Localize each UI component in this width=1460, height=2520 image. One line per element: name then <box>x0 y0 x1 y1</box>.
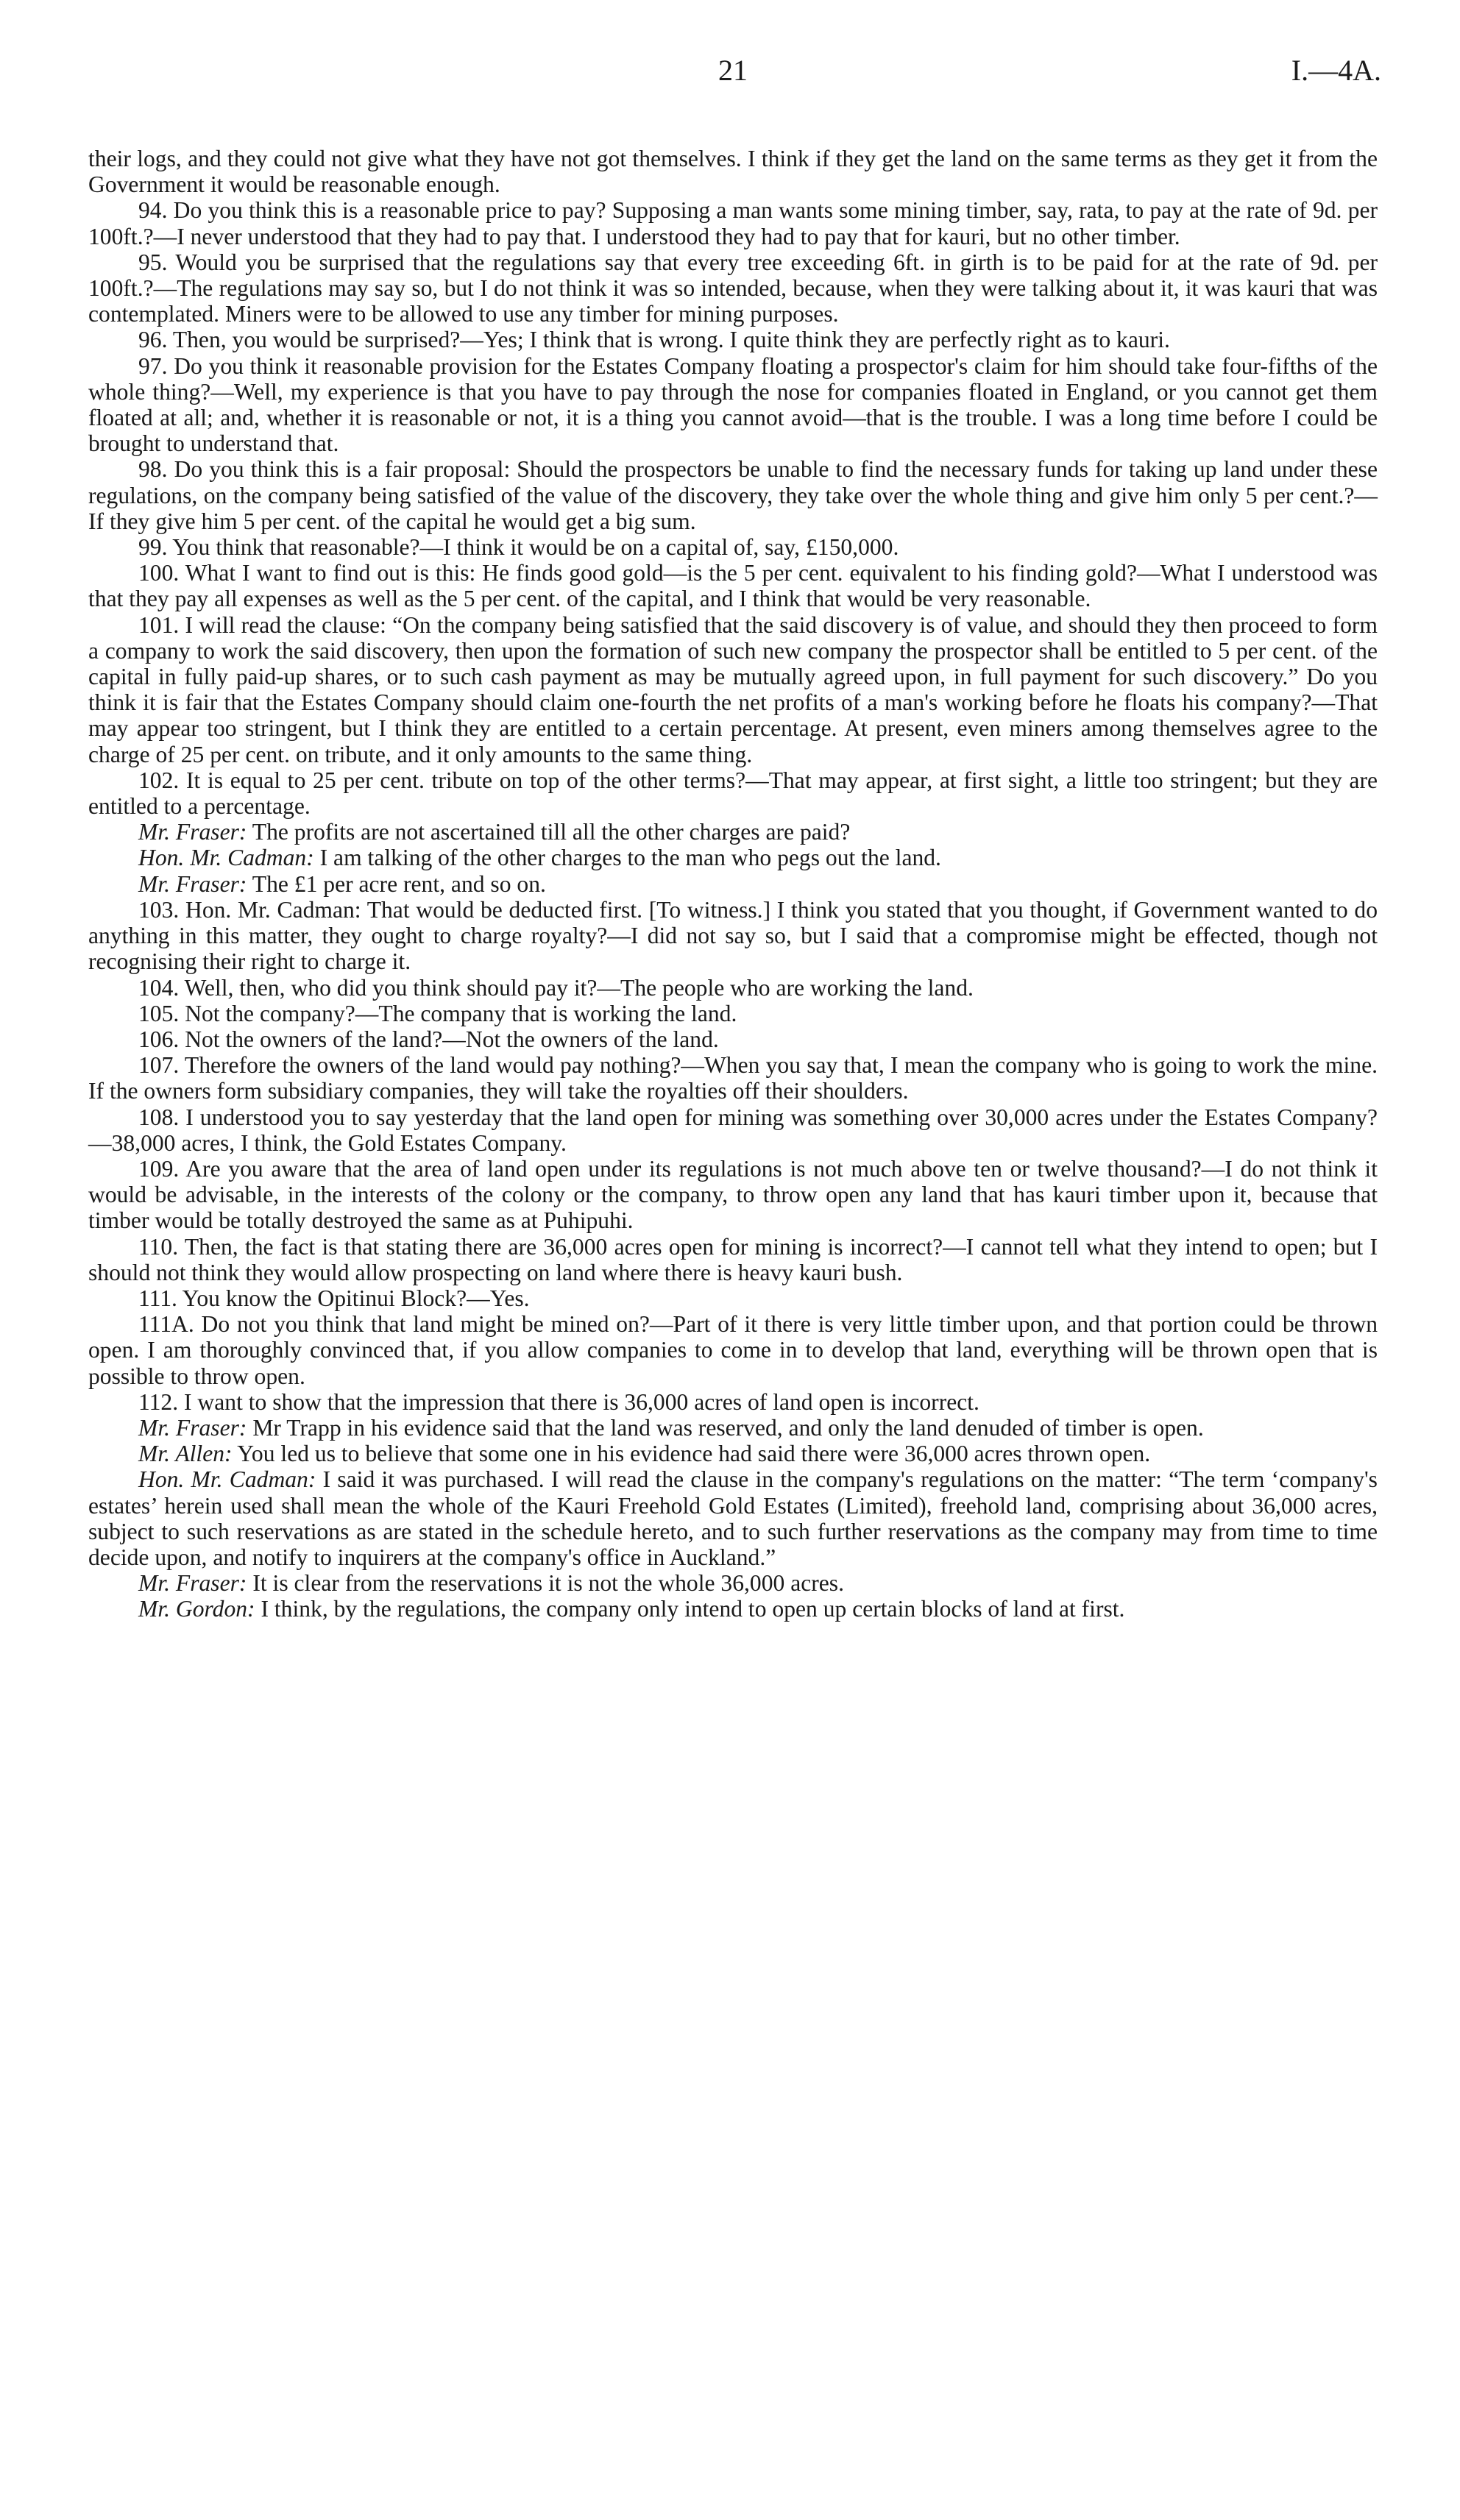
paragraph <box>88 975 1378 1001</box>
paragraph-text: 99. You think that reasonable?—I think it would be on a capital of, say, £150,000. <box>138 534 899 561</box>
speaker-name: Hon. Mr. Cadman: <box>138 845 314 871</box>
speaker-name: Mr. Fraser: <box>138 870 247 897</box>
evidence-text <box>88 146 1378 1622</box>
paragraph <box>88 1001 1378 1026</box>
paragraph <box>88 1234 1378 1285</box>
paragraph-text: 103. Hon. Mr. Cadman: That would be deducted first. [To witness.] I think you stated that you thought, if Government wanted to do anything in this matter, they ought to charge royalty?—I did not say so, but I said that a compromise might be effected, though not recognising their right to charge it. <box>88 896 1378 975</box>
paragraph <box>88 534 1378 560</box>
paragraph-text: 107. Therefore the owners of the land would pay nothing?—When you say that, I mean the company who is going to work the mine. If the owners form subsidiary companies, they will take the royalties off their shoulders. <box>88 1052 1378 1104</box>
paragraph-text: 109. Are you aware that the area of land open under its regulations is not much above ten or twelve thousand?—I do not think it would be advisable, in the interests of the colony or the company, to throw open any land that has kauri timber upon it, because that timber would be totally destroyed the same as at Puhipuhi. <box>88 1155 1378 1234</box>
speaker-name: Mr. Fraser: <box>138 1570 247 1597</box>
paragraph <box>88 1026 1378 1052</box>
paragraph <box>88 845 1378 870</box>
paragraph <box>88 767 1378 819</box>
paragraph-text: 108. I understood you to say yesterday that the land open for mining was something over 30,000 acres under the Estates Company?—38,000 acres, I think, the Gold Estates Company. <box>88 1104 1378 1156</box>
paragraph <box>88 1389 1378 1415</box>
paragraph <box>88 1441 1378 1466</box>
paragraph-text: 94. Do you think this is a reasonable price to pay? Supposing a man wants some mining timber, say, rata, to pay at the rate of 9d. per 100ft.?—I never understood that they had to pay that. I understood they had to pay that for kauri, but no other timber. <box>88 197 1378 249</box>
paragraph <box>88 871 1378 897</box>
paragraph <box>88 560 1378 611</box>
paragraph-text: 111. You know the Opitinui Block?—Yes. <box>138 1285 530 1311</box>
paragraph-text: their logs, and they could not give what they have not got themselves. I think if they get the land on the same terms as they get it from the Government it would be reasonable enough. <box>88 146 1378 198</box>
paragraph <box>88 1466 1378 1570</box>
paragraph-text: 104. Well, then, who did you think should pay it?—The people who are working the land. <box>138 974 974 1001</box>
speaker-name: Mr. Allen: <box>138 1441 233 1467</box>
paragraph-text: Mr Trapp in his evidence said that the land was reserved, and only the land denuded of timber is open. <box>252 1414 1204 1441</box>
paragraph <box>88 1104 1378 1156</box>
document-page <box>88 53 1381 1622</box>
paragraph-text: 105. Not the company?—The company that is working the land. <box>138 1000 737 1026</box>
speaker-name: Hon. Mr. Cadman: <box>138 1466 316 1493</box>
paragraph <box>88 1570 1378 1596</box>
paragraph-text: 95. Would you be surprised that the regulations say that every tree exceeding 6ft. in girth is to be paid for at the rate of 9d. per 100ft.?—The regulations may say so, but I do not think it was so intended, because, when they were talking about it, it was kauri that was contemplated. Miners were to be allowed to use any timber for mining purposes. <box>88 249 1378 327</box>
paragraph <box>88 819 1378 845</box>
paragraph-text: 101. I will read the clause: “On the company being satisfied that the said discovery is of value, and should they then proceed to form a company to work the said discovery, then upon the formation of such new company the prospector shall be entitled to 5 per cent. of the capital in fully paid-up shares, or to such cash payment as may be mutually agreed upon, in full payment for such discovery.” Do you think it is fair that the Estates Company should claim one-fourth the net profits of a man's working before he floats his company?—That may appear too stringent, but I think they are entitled to a certain percentage. At present, even miners among themselves agree to the charge of 25 per cent. on tribute, and it only amounts to the same thing. <box>88 611 1378 767</box>
paper-reference: I.—4A. <box>1291 54 1381 87</box>
speaker-name: Mr. Fraser: <box>138 1414 247 1441</box>
paragraph <box>88 456 1378 534</box>
paragraph-text: 100. What I want to find out is this: He finds good gold—is the 5 per cent. equivalent to his finding gold?—What I understood was that they pay all expenses as well as the 5 per cent. of the capital, and I think that would be very reasonable. <box>88 560 1378 612</box>
paragraph <box>88 249 1378 327</box>
paragraph <box>88 146 1378 197</box>
paragraph-text: 96. Then, you would be surprised?—Yes; I think that is wrong. I quite think they are perfectly right as to kauri. <box>138 327 1170 353</box>
paragraph-text: I think, by the regulations, the company only intend to open up certain blocks of land at first. <box>261 1596 1125 1622</box>
paragraph <box>88 1311 1378 1389</box>
paragraph <box>88 1415 1378 1441</box>
paragraph <box>88 897 1378 975</box>
paragraph <box>88 1156 1378 1234</box>
speaker-name: Mr. Fraser: <box>138 819 247 845</box>
page-number: 21 <box>718 54 748 87</box>
paragraph <box>88 353 1378 457</box>
paragraph-text: 106. Not the owners of the land?—Not the owners of the land. <box>138 1026 719 1052</box>
paragraph <box>88 197 1378 249</box>
paragraph-text: It is clear from the reservations it is not the whole 36,000 acres. <box>252 1570 844 1597</box>
paragraph <box>88 327 1378 352</box>
paragraph <box>88 1052 1378 1104</box>
paragraph-text: You led us to believe that some one in his evidence had said there were 36,000 acres thrown open. <box>237 1441 1151 1467</box>
paragraph-text: I am talking of the other charges to the man who pegs out the land. <box>319 845 941 871</box>
speaker-name: Mr. Gordon: <box>138 1596 255 1622</box>
paragraph-text: The profits are not ascertained till all the other charges are paid? <box>252 819 851 845</box>
page-header <box>88 53 1381 104</box>
paragraph-text: 97. Do you think it reasonable provision for the Estates Company floating a prospector's claim for him should take four-fifths of the whole thing?—Well, my experience is that you have to pay through the nose for companies floated in England, or you cannot get them floated at all; and, whether it is reasonable or not, it is a thing you cannot avoid—that is the trouble. I was a long time before I could be brought to understand that. <box>88 352 1378 457</box>
paragraph-text: I said it was purchased. I will read the clause in the company's regulations on the matter: “The term ‘company's estates’ herein used shall mean the whole of the Kauri Freehold Gold Estates (Limited), freehold land, comprising about 36,000 acres, subject to such reservations as are stated in the schedule hereto, and to such further reservations as the company may from time to time decide upon, and notify to inquirers at the company's office in Auckland.” <box>88 1466 1378 1570</box>
paragraph-text: The £1 per acre rent, and so on. <box>252 870 546 897</box>
paragraph-text: 102. It is equal to 25 per cent. tribute on top of the other terms?—That may appear, at first sight, a little too stringent; but they are entitled to a percentage. <box>88 767 1378 820</box>
paragraph <box>88 1285 1378 1311</box>
paragraph-text: 110. Then, the fact is that stating there are 36,000 acres open for mining is incorrect?—I cannot tell what they intend to open; but I should not think they would allow prospecting on land where there is heavy kauri bush. <box>88 1233 1378 1285</box>
paragraph <box>88 612 1378 767</box>
paragraph-text: 111A. Do not you think that land might be mined on?—Part of it there is very little timber upon, and that portion could be thrown open. I am thoroughly convinced that, if you allow companies to come in to develop that land, everything will be thrown open that is possible to throw open. <box>88 1311 1378 1389</box>
paragraph-text: 98. Do you think this is a fair proposal: Should the prospectors be unable to find the necessary funds for taking up land under these regulations, on the company being satisfied of the value of the discovery, they take over the whole thing and give him only 5 per cent.?—If they give him 5 per cent. of the capital he would get a big sum. <box>88 456 1378 534</box>
paragraph-text: 112. I want to show that the impression that there is 36,000 acres of land open is incorrect. <box>138 1388 979 1415</box>
paragraph <box>88 1596 1378 1622</box>
